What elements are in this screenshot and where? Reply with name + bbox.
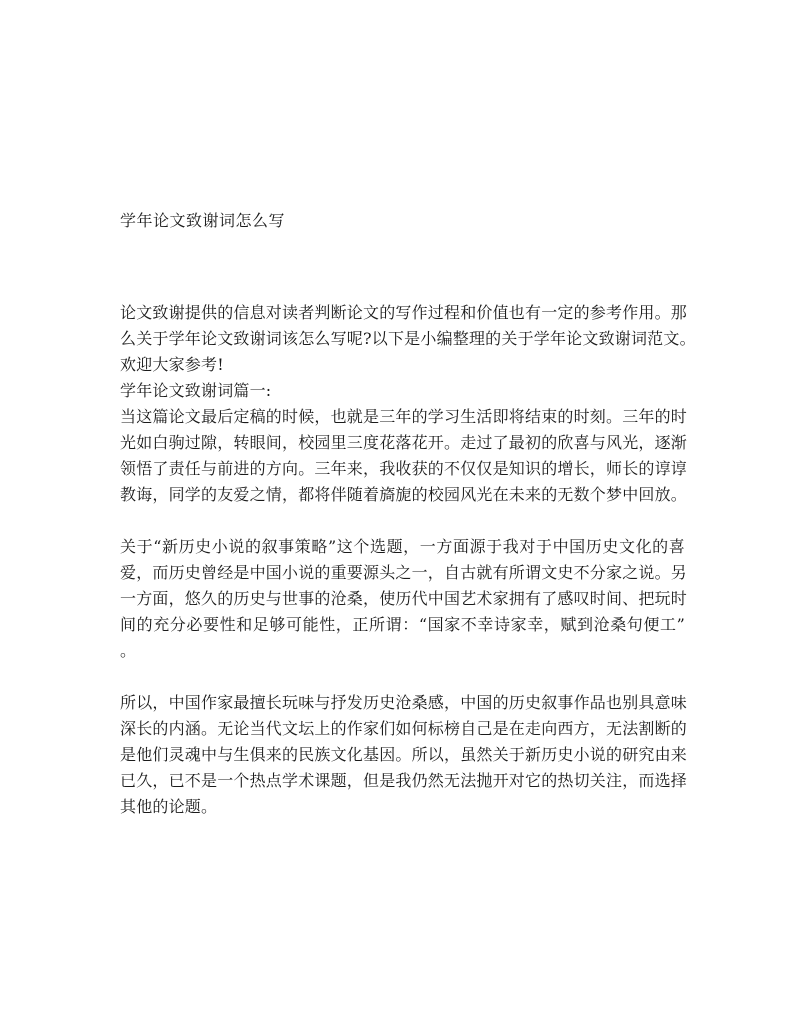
intro-paragraph (120, 300, 696, 378)
paragraph-spacer (120, 664, 685, 690)
paragraph-line: 深长的内涵。无论当代文坛上的作家们如何标榜自己是在走向西方，无法割断的 (120, 719, 688, 738)
paragraph-line: 已久，已不是一个热点学术课题，但是我仍然无法抛开对它的热切关注，而选择 (120, 771, 688, 790)
intro-line: 论文致谢提供的信息对读者判断论文的写作过程和价值也有一定的参考作用。那 (120, 303, 688, 322)
document-title: 学年论文致谢词怎么写 (120, 211, 286, 230)
paragraph-line: 所以，中国作家最擅长玩味与抒发历史沧桑感，中国的历史叙事作品也别具意味 (120, 693, 688, 712)
paragraph-1 (120, 404, 688, 508)
paragraph-line: 爱，而历史曾经是中国小说的重要源头之一，自古就有所谓文史不分家之说。另 (120, 563, 688, 582)
section-heading: 学年论文致谢词篇一: (120, 381, 272, 400)
paragraph-3 (120, 690, 688, 820)
paragraph-line: 其他的论题。 (120, 797, 218, 816)
paragraph-2 (120, 534, 688, 664)
paragraph-spacer (120, 508, 685, 534)
document-body (120, 300, 696, 820)
paragraph-line: 关于“新历史小说的叙事策略”这个选题，一方面源于我对于中国历史文化的喜 (120, 537, 685, 556)
paragraph-line: 一方面，悠久的历史与世事的沧桑，使历代中国艺术家拥有了感叹时间、把玩时 (120, 589, 688, 608)
paragraph-line: 是他们灵魂中与生俱来的民族文化基因。所以，虽然关于新历史小说的研究由来 (120, 745, 688, 764)
paragraph-line: 。 (120, 641, 137, 660)
paragraph-line: 当这篇论文最后定稿的时候，也就是三年的学习生活即将结束的时刻。三年的时 (120, 407, 688, 426)
intro-line: 欢迎大家参考! (120, 355, 224, 374)
paragraph-line: 领悟了责任与前进的方向。三年来，我收获的不仅仅是知识的增长，师长的谆谆 (120, 459, 688, 478)
paragraph-line: 教诲，同学的友爱之情，都将伴随着旖旎的校园风光在未来的无数个梦中回放。 (120, 485, 688, 504)
intro-line: 么关于学年论文致谢词该怎么写呢?以下是小编整理的关于学年论文致谢词范文。 (120, 329, 696, 348)
paragraph-line: 间的充分必要性和足够可能性，正所谓：“国家不幸诗家幸，赋到沧桑句便工” (120, 615, 685, 634)
paragraph-line: 光如白驹过隙，转眼间，校园里三度花落花开。走过了最初的欣喜与风光，逐渐 (120, 433, 688, 452)
